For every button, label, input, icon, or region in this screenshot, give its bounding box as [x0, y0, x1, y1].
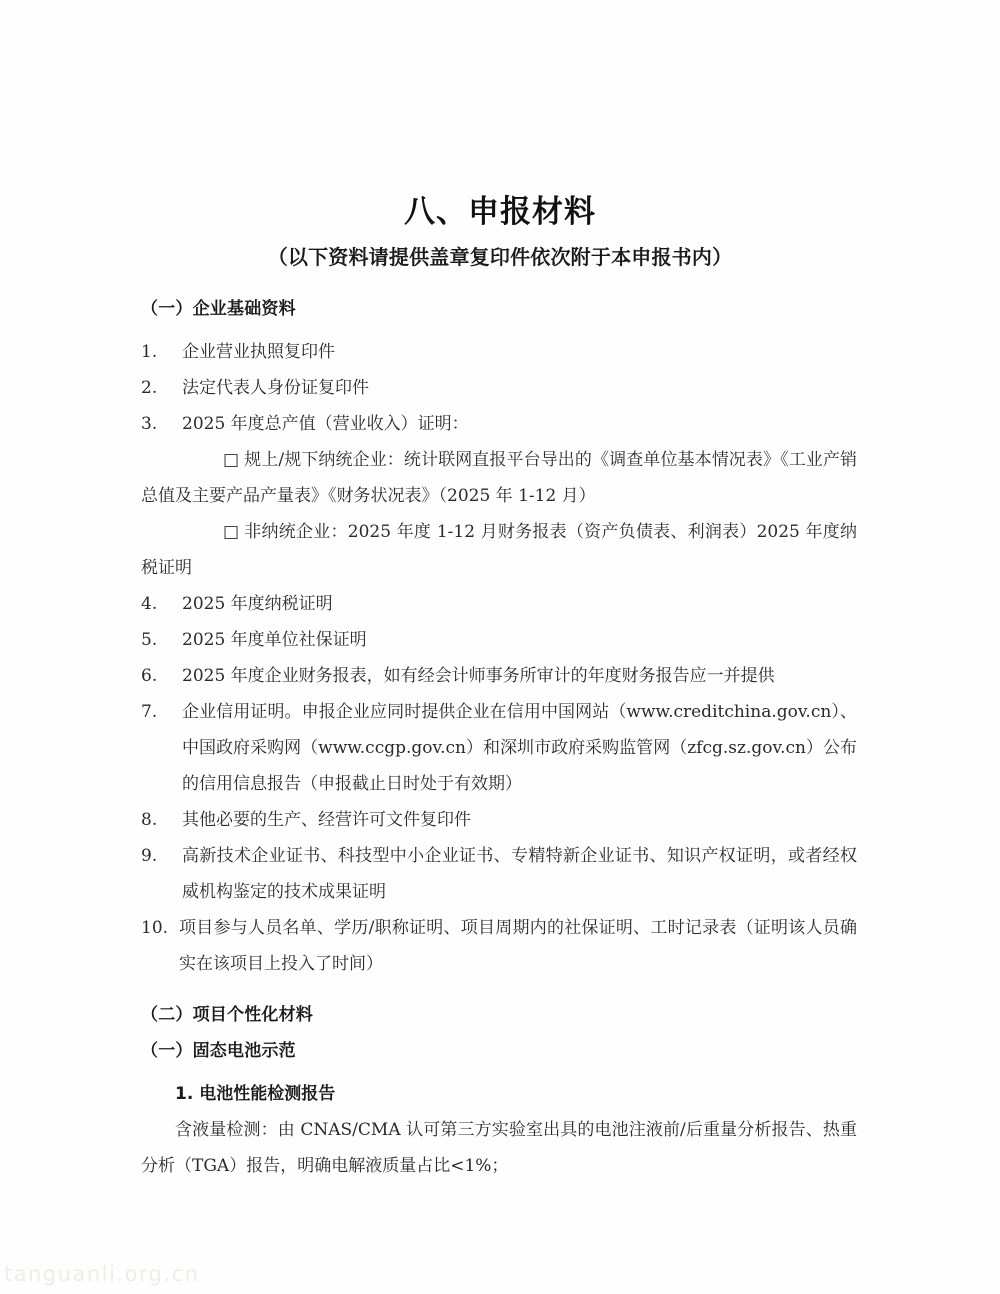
subsection-heading-solid-state-battery: （一）固态电池示范: [141, 1040, 296, 1061]
list-item-text: 高新技术企业证书、科技型中小企业证书、专精特新企业证书、知识产权证明，或者经权威机构鉴定的技术成果证明: [182, 845, 857, 902]
list-item-text: 其他必要的生产、经营许可文件复印件: [182, 809, 471, 830]
list-item-number: 2.: [141, 377, 158, 398]
document-body: [141, 298, 857, 1184]
list-item: [141, 694, 857, 802]
list-item: [141, 658, 857, 694]
list-item-number: 1.: [141, 341, 158, 362]
section-heading-project-custom: （二）项目个性化材料: [141, 1004, 313, 1025]
checkbox-option[interactable]: [141, 442, 857, 514]
paragraph-liquid-content-test: 含液量检测：由 CNAS/CMA 认可第三方实验室出具的电池注液前/后重量分析报告、热重分析（TGA）报告，明确电解液质量占比<1%；: [141, 1119, 857, 1176]
list-item-text: 2025 年度单位社保证明: [182, 629, 367, 650]
list-item: [141, 622, 857, 658]
list-item-number: 6.: [141, 665, 158, 686]
list-item: [141, 586, 857, 622]
list-item-number: 4.: [141, 593, 158, 614]
section-heading-enterprise-basic: （一）企业基础资料: [141, 299, 296, 319]
list-item: [141, 802, 857, 838]
list-item-text: 企业信用证明。申报企业应同时提供企业在信用中国网站（www.creditchina.gov.cn）、中国政府采购网（www.ccgp.gov.cn）和深圳市政府采购监管网（zfcg.sz.gov.cn）公布的信用信息报告（申报截止日时处于有效期）: [182, 701, 857, 794]
list-item-number: 3.: [141, 413, 158, 434]
list-item-number: 9.: [141, 845, 158, 866]
watermark: tanguanli.org.cn: [4, 1262, 200, 1286]
page-title: 八、申报材料: [404, 194, 596, 230]
list-item-text: 2025 年度纳税证明: [182, 593, 333, 614]
list-item: [141, 334, 857, 370]
checkbox-option-text: 非纳统企业：2025 年度 1-12 月财务报表（资产负债表、利润表）2025 年度纳税证明: [141, 521, 857, 578]
list-item-text: 法定代表人身份证复印件: [182, 377, 369, 398]
page-subtitle: （以下资料请提供盖章复印件依次附于本申报书内）: [267, 245, 733, 269]
item-heading-battery-performance-report: 1. 电池性能检测报告: [175, 1083, 336, 1104]
list-item-number: 7.: [141, 701, 158, 722]
list-item-text: 2025 年度总产值（营业收入）证明：: [182, 413, 469, 434]
list-item: [141, 910, 857, 982]
list-item-text: 2025 年度企业财务报表，如有经会计师事务所审计的年度财务报告应一并提供: [182, 665, 775, 686]
list-item-text: 企业营业执照复印件: [182, 341, 335, 362]
list-item-number: 8.: [141, 809, 158, 830]
checkbox-icon[interactable]: □: [223, 521, 240, 542]
checkbox-icon[interactable]: □: [223, 449, 240, 470]
checkbox-option[interactable]: [141, 514, 857, 586]
list-item: [141, 406, 857, 442]
list-item: [141, 838, 857, 910]
checkbox-option-text: 规上/规下纳统企业：统计联网直报平台导出的《调查单位基本情况表》《工业产销总值及主要产品产量表》《财务状况表》（2025 年 1-12 月）: [141, 449, 857, 506]
list-item: [141, 370, 857, 406]
list-item-number: 5.: [141, 629, 158, 650]
list-item-text: 项目参与人员名单、学历/职称证明、项目周期内的社保证明、工时记录表（证明该人员确实在该项目上投入了时间）: [179, 917, 857, 974]
list-item-number: 10.: [141, 917, 169, 938]
